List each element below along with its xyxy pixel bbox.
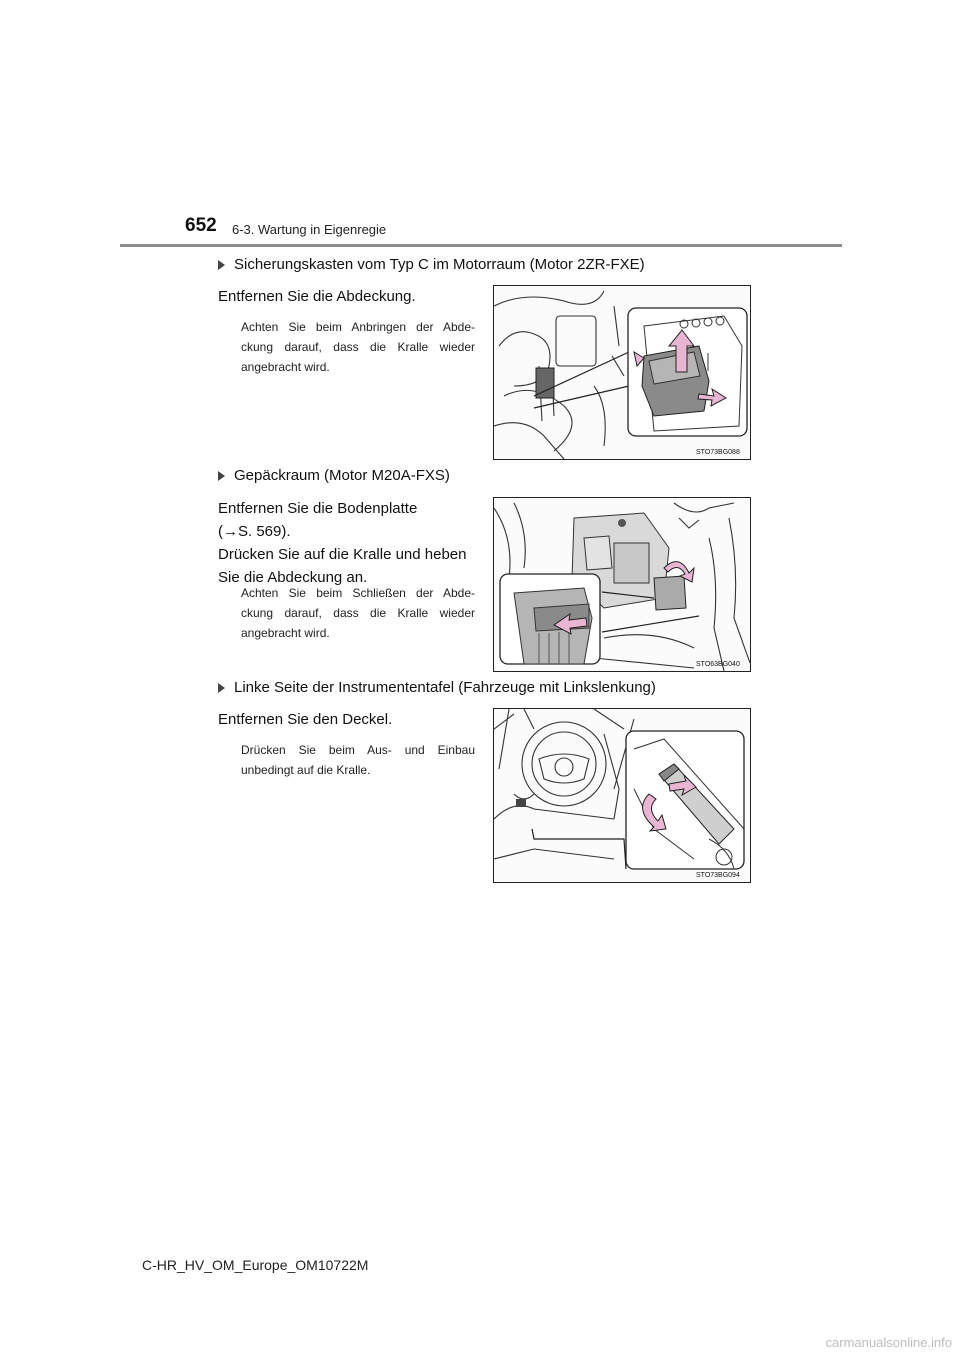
footer-doc-id: C-HR_HV_OM_Europe_OM10722M — [142, 1257, 369, 1273]
step-text-3 — [218, 708, 476, 731]
step-text-1 — [218, 285, 476, 308]
step-text-2 — [218, 497, 476, 589]
heading-text: Sicherungskasten vom Typ C im Motorraum (Motor 2ZR-FXE) — [234, 256, 645, 273]
page-number: 652 — [185, 215, 217, 236]
section-title: 6-3. Wartung in Eigenregie — [232, 222, 387, 237]
figure-engine-fuse-box — [493, 285, 751, 460]
section-heading-2 — [218, 467, 450, 484]
figure-code: STO63BG040 — [696, 661, 740, 668]
step-line: Entfernen Sie den Deckel. — [218, 711, 393, 728]
note-text-3: Drücken Sie beim Aus- und Einbau unbedingt auf die Kralle. — [241, 743, 475, 777]
section-heading-1 — [218, 256, 645, 273]
figure-instrument-panel — [493, 708, 751, 883]
heading-text: Gepäckraum (Motor M20A-FXS) — [234, 467, 450, 484]
step-line: (→S. 569). — [218, 523, 291, 540]
watermark: carmanualsonline.info — [825, 1335, 952, 1350]
triangle-bullet-icon — [218, 260, 225, 270]
note-text-2: Achten Sie beim Schließen der Abde- ckung darauf, dass die Kralle wieder angebracht wird. — [241, 586, 475, 640]
section-heading-3 — [218, 679, 656, 696]
step-line: Entfernen Sie die Abdeckung. — [218, 288, 416, 305]
triangle-bullet-icon — [218, 471, 225, 481]
figure-luggage-compartment — [493, 497, 751, 672]
step-line: Entfernen Sie die Bodenplatte — [218, 500, 418, 517]
step-line: Drücken Sie auf die Kralle und heben — [218, 546, 467, 563]
step-line: Sie die Abdeckung an. — [218, 569, 368, 586]
heading-text: Linke Seite der Instrumententafel (Fahrzeuge mit Linkslenkung) — [234, 679, 656, 696]
header-rule — [120, 244, 842, 247]
figure-code: STO73BG094 — [696, 872, 740, 879]
note-text-1: Achten Sie beim Anbringen der Abde- ckung darauf, dass die Kralle wieder angebracht wird. — [241, 320, 475, 374]
triangle-bullet-icon — [218, 683, 225, 693]
figure-code: STO73BG088 — [696, 449, 740, 456]
